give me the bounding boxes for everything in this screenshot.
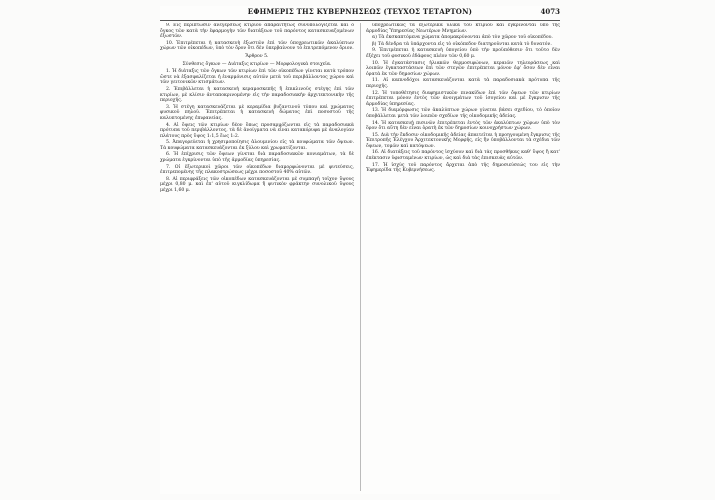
paragraph: 7. Οἱ ἐξωτερικοὶ χῶροι τῶν οἰκοπέδων διαμορφώνονται μὲ φυτεύσεις, ἐπιτρεπομένης τῆς πλακοστρώσεως μέχρι ποσοστοῦ 40% αὐτῶν. — [160, 164, 354, 176]
paragraph: α) Τὰ ἐκσκαπτόμενα χώματα ἀπομακρύνονται ἀπὸ τὸν χῶρον τοῦ οἰκοπέδου. — [372, 35, 553, 41]
article-heading: Ἄρθρον 5. — [245, 53, 269, 59]
right-column — [366, 23, 560, 493]
header-title: ΕΦΗΜΕΡΙΣ ΤΗΣ ΚΥΒΕΡΝΗΣΕΩΣ (ΤΕΥΧΟΣ ΤΕΤΑΡΤΟΝ) — [247, 7, 473, 16]
paragraph: 16. Αἱ διατάξεις τοῦ παρόντος ἰσχύουν καὶ διὰ τὰς προσθήκας καθ' ὕψος ἢ κατ' ἐπέκτασιν ὑφισταμένων κτιρίων, ὡς καὶ διὰ τὰς ἐπισκευὰς αὐτῶν. — [366, 150, 560, 162]
paragraph: 2. Ἐπιβάλλεται ἡ κατασκευὴ κεραμοσκεπῆς ἢ ἐπικλινοῦς στέγης ἐπὶ τῶν κτιρίων, μὲ κλίσιν ἀνταποκρινομένην εἰς τὴν παραδοσιακὴν ἀρχιτεκτονικὴν τῆς περιοχῆς. — [160, 86, 354, 104]
paragraph: 11. Αἱ καπνοδόχοι κατασκευάζονται κατὰ τὰ παραδοσιακὰ πρότυπα τῆς περιοχῆς. — [366, 78, 560, 89]
paragraph: 13. Ἡ διαμόρφωσις τῶν ἀκαλύπτων χώρων γίνεται βάσει σχεδίου, τὸ ὁποῖον ὑποβάλλεται μετὰ τῶν λοιπῶν σχεδίων τῆς οἰκοδομικῆς ἀδείας. — [366, 108, 560, 119]
paragraph: 1. Ἡ διάταξις τῶν ὄγκων τῶν κτιρίων ἐπὶ τῶν οἰκοπέδων γίνεται κατὰ τρόπον ὥστε νὰ ἐξασφαλίζεται ἡ ἐναρμόνισις αὐτῶν μετὰ τοῦ περιβάλλοντος χώρου καὶ τῶν γειτονικῶν κτισμάτων. — [160, 69, 354, 86]
column-divider — [360, 23, 361, 491]
paragraph: 3. Ἡ στέγη κατασκευάζεται μὲ κεραμίδια βυζαντινοῦ τύπου καὶ χρώματος φυσικοῦ πηλοῦ. Ἐπιτρέπεται ἡ κατασκευὴ δώματος ἐπὶ ποσοστοῦ τῆς καλυπτομένης ἐπιφανείας. — [160, 104, 354, 121]
paragraph: 10. Ἡ ἐγκατάστασις ἠλιακῶν θερμοσιφώνων, κεραιῶν τηλεοράσεως καὶ λοιπῶν ἐγκαταστάσεων ἐπὶ τῶν στεγῶν ἐπιτρέπεται μόνον ἐφ' ὅσον δὲν εἶναι ὁρατὰ ἐκ τῶν δημοσίων χώρων. — [366, 60, 560, 77]
paragraph: 8. Αἱ περιφράξεις τῶν οἰκοπέδων κατασκευάζονται μὲ συμπαγῆ τοῖχον ὕψους μέχρι 0,80 μ. καὶ ἐπ' αὐτοῦ κιγκλίδωμα ἢ φυτικὸν φράκτην συνολικοῦ ὕψους μέχρι 1,60 μ. — [160, 176, 354, 194]
paragraph: 17. Ἡ ἰσχὺς τοῦ παρόντος ἄρχεται ἀπὸ τῆς δημοσιεύσεώς του εἰς τὴν Ἐφημερίδα τῆς Κυβερνήσεως. — [366, 162, 560, 174]
paragraph: 9. Ἐπιτρέπεται ἡ κατασκευὴ ὑπογείου ὑπὸ τὴν προϋπόθεσιν ὅτι τοῦτο δὲν ἐξέχει τοῦ φυσικοῦ ἐδάφους πλέον τῶν 0,60 μ. — [366, 48, 560, 59]
paragraph: 14. Ἡ κατασκευὴ πισινῶν ἐπιτρέπεται ἐντὸς τῶν ἀκαλύπτων χώρων ὑπὸ τὸν ὅρον ὅτι αὕτη δὲν εἶναι ὁρατὴ ἐκ τῶν δημοσίων κοινοχρήστων χώρων. — [366, 120, 560, 132]
paragraph: 4. Αἱ ὄψεις τῶν κτιρίων δέον ὅπως προσαρμόζωνται εἰς τὰ παραδοσιακὰ πρότυπα τοῦ περιβάλλοντος, τὰ δὲ ἀνοίγματα νὰ εἶναι κατακόρυφα μὲ ἀναλογίαν πλάτους πρὸς ὕψος 1:1,5 ἕως 1:2. — [160, 122, 354, 139]
paragraph: 6. Ἡ ἐπίχρισις τῶν ὄψεων γίνεται διὰ παραδοσιακῶν κονιαμάτων, τὰ δὲ χρώματα ἐγκρίνονται ὑπὸ τῆς ἁρμοδίας ὑπηρεσίας. — [160, 152, 354, 164]
paragraph: β) Τὰ δένδρα τὰ ὑπάρχοντα εἰς τὸ οἰκόπεδον διατηροῦνται κατὰ τὸ δυνατόν. — [372, 41, 552, 47]
paragraph: υποχρεωτικῶς τὰ ἐξωτερικὰ ὑλικὰ τοῦ κτιρίου καὶ ἐγκρίνονται ὑπὸ τῆς ἁρμοδίας Ὑπηρεσίας Νεωτέρων Μνημείων. — [366, 23, 560, 34]
page-header — [160, 6, 560, 21]
paragraph: 10. Ἐπιτρέπεται ἡ κατασκευὴ ἐξωστῶν ἐπὶ τῶν ὑποχρεωτικῶν ἀκαλύπτων χώρων τῶν οἰκοπέδων, ὑπὸ τὸν ὅρον ὅτι δὲν ὑπερβαίνουν τὸ ἐπιτρεπόμενον ὄριον. — [160, 40, 354, 52]
page-number: 4073 — [540, 7, 560, 16]
paragraph: 12. Ἡ τοποθέτησις διαφημιστικῶν πινακίδων ἐπὶ τῶν ὄψεων τῶν κτιρίων ἐπιτρέπεται μόνον ἐντὸς τῶν ἀνοιγμάτων τοῦ ἰσογείου καὶ μὲ ἔγκρισιν τῆς ἁρμοδίας ὑπηρεσίας. — [366, 90, 560, 107]
document-page — [160, 6, 560, 494]
article-subheading: Σύνθεσις ὄγκων — Διάταξις κτιρίων — Μορφολογικὰ στοιχεῖα. — [182, 61, 332, 67]
paragraph: 9. Εἰς περίπτωσιν ἀνεγέρσεως κτιρίου ἀπαραιτήτως συνυπολογίζεται καὶ ὁ ὄγκος τῶν κατὰ τὴν ἐφαρμογὴν τῶν διατάξεων τοῦ παρόντος κατασκευαζομένων ἐξωστῶν. — [160, 23, 354, 40]
paragraph: 15. Διὰ τὴν ἔκδοσιν οἰκοδομικῆς ἀδείας ἀπαιτεῖται ἡ προηγουμένη ἔγκρισις τῆς Ἐπιτροπῆς Ἐλέγχου Ἀρχιτεκτονικῆς Μορφῆς, εἰς ἣν ὑποβάλλονται τὰ σχέδια τῶν ὄψεων, τομῶν καὶ κατόψεων. — [366, 132, 560, 149]
left-column — [160, 23, 354, 493]
paragraph: 5. Ἀπαγορεύεται ἡ χρησιμοποίησις ἀλουμινίου εἰς τὰ κουφώματα τῶν ὄψεων. Τὰ κουφώματα κατασκευάζονται ἐκ ξύλου καὶ χρωματίζονται. — [160, 140, 354, 151]
